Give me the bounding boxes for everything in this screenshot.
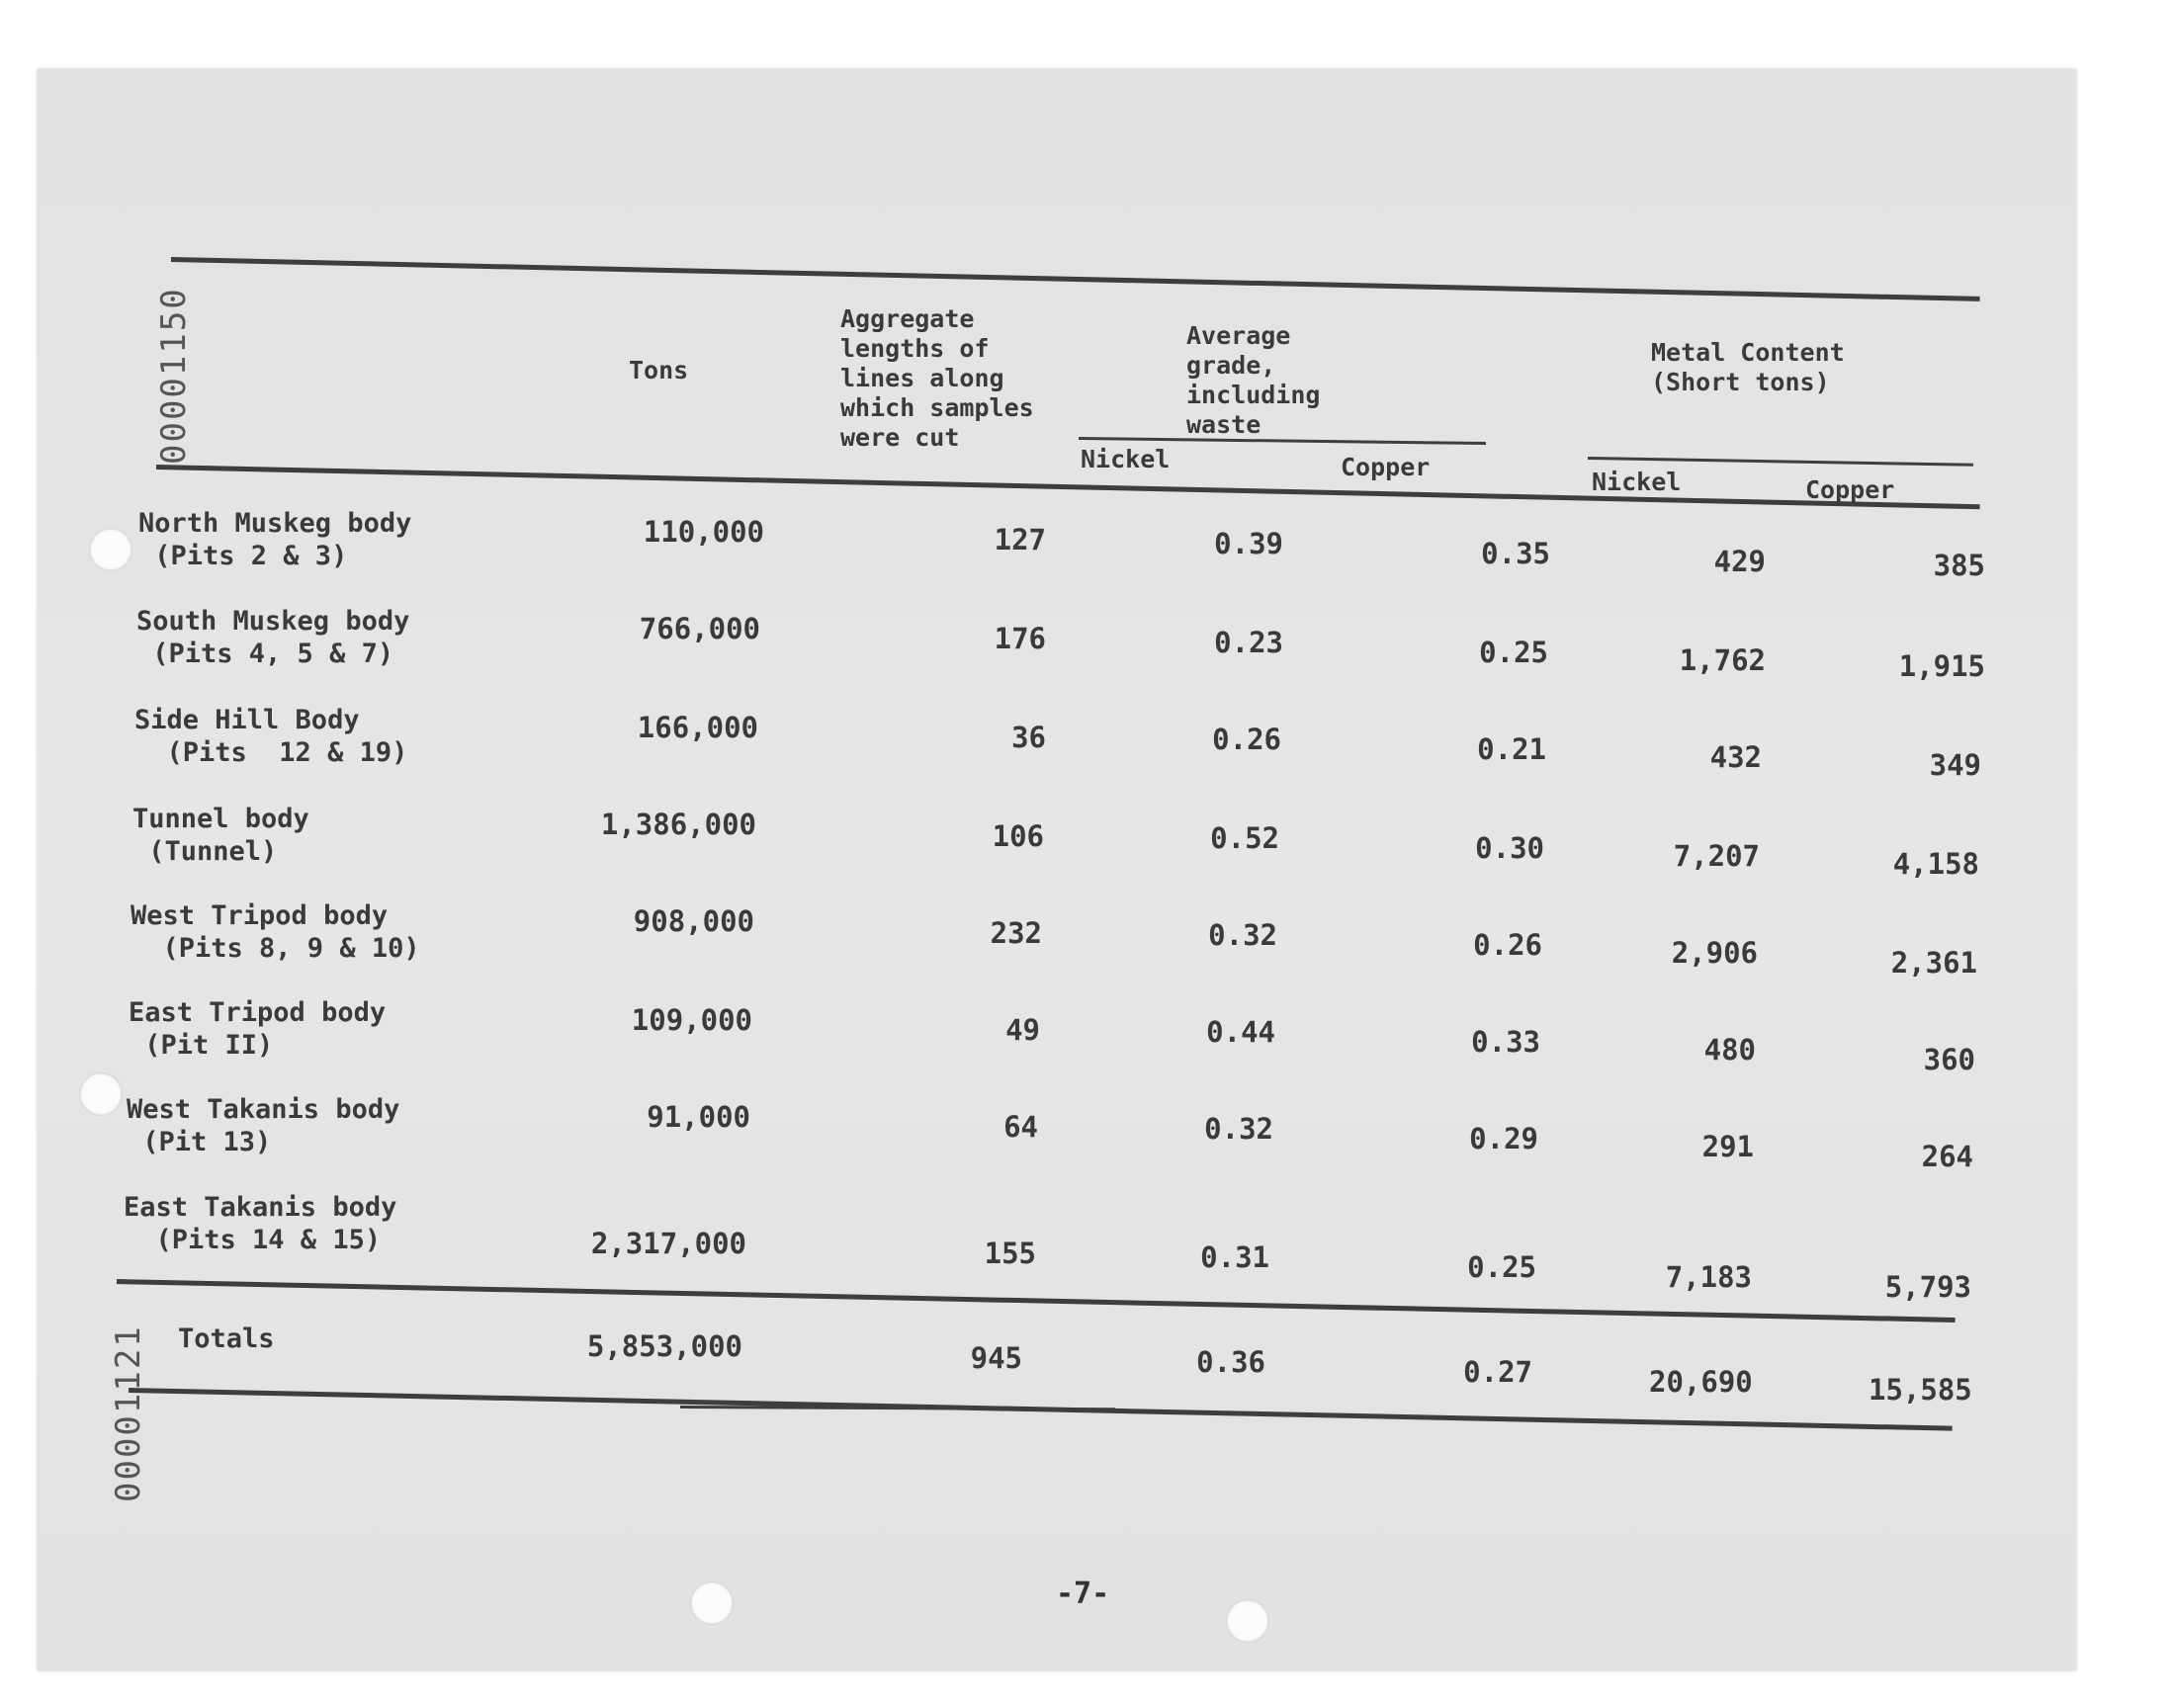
header-aggregate-lengths: Aggregate lengths of lines along which samples were cut [840, 304, 1034, 452]
header-tons: Tons [629, 356, 689, 384]
lengths-cell: 64 [1003, 1110, 1038, 1144]
tons-cell: 91,000 [647, 1100, 750, 1134]
punch-hole [690, 1581, 734, 1625]
row-label: East Tripod body (Pit II) [129, 997, 387, 1061]
copper-content-cell: 264 [1921, 1140, 1973, 1173]
lengths-cell: 36 [1011, 721, 1046, 754]
totals-lengths: 945 [970, 1341, 1022, 1375]
copper-content-cell: 4,158 [1892, 847, 1979, 881]
lengths-cell: 232 [990, 916, 1042, 950]
nickel-grade-cell: 0.26 [1212, 723, 1281, 756]
nickel-grade-cell: 0.39 [1214, 527, 1283, 560]
tons-cell: 109,000 [631, 1003, 752, 1037]
copper-grade-cell: 0.25 [1479, 636, 1548, 669]
content-underline [1588, 457, 1973, 467]
tons-cell: 110,000 [643, 515, 764, 549]
row-label: South Muskeg body (Pits 4, 5 & 7) [136, 606, 410, 669]
nickel-grade-cell: 0.32 [1204, 1112, 1273, 1146]
copper-grade-cell: 0.30 [1475, 831, 1544, 865]
header-metal-content: Metal Content (Short tons) [1651, 338, 1845, 396]
nickel-content-cell: 429 [1713, 545, 1766, 578]
totals-copper-grade: 0.27 [1463, 1355, 1532, 1389]
nickel-grade-cell: 0.31 [1200, 1240, 1269, 1274]
copper-content-cell: 360 [1923, 1043, 1975, 1076]
copper-content-cell: 385 [1933, 549, 1985, 582]
row-label: Side Hill Body (Pits 12 & 19) [134, 705, 408, 768]
grade-underline [1079, 437, 1486, 445]
nickel-content-cell: 480 [1703, 1033, 1756, 1067]
copper-content-cell: 2,361 [1890, 946, 1977, 980]
punch-hole [1226, 1599, 1269, 1643]
totals-label: Totals [178, 1324, 275, 1354]
tons-cell: 2,317,000 [590, 1227, 746, 1260]
nickel-grade-cell: 0.44 [1206, 1015, 1275, 1049]
archive-stamp-top: 00001150 [154, 287, 194, 465]
totals-nickel-grade: 0.36 [1196, 1345, 1265, 1379]
nickel-content-cell: 432 [1709, 740, 1762, 774]
punch-hole [89, 528, 132, 571]
document-page [38, 69, 2076, 1670]
lengths-cell: 49 [1005, 1013, 1040, 1047]
copper-grade-cell: 0.21 [1477, 732, 1546, 766]
nickel-grade-cell: 0.23 [1214, 626, 1283, 659]
nickel-grade-cell: 0.32 [1208, 918, 1277, 952]
archive-stamp-bottom: 00001121 [109, 1324, 148, 1502]
header-grade-nickel: Nickel [1081, 445, 1171, 473]
row-label: West Tripod body (Pits 8, 9 & 10) [130, 900, 420, 964]
lengths-cell: 176 [994, 622, 1046, 655]
tons-cell: 166,000 [637, 711, 758, 744]
row-label: Tunnel body (Tunnel) [132, 804, 309, 867]
header-content-copper: Copper [1805, 475, 1895, 504]
header-rule [156, 465, 1980, 509]
lengths-cell: 106 [992, 819, 1044, 853]
totals-copper-content: 15,585 [1869, 1373, 1972, 1407]
row-label: East Takanis body (Pits 14 & 15) [124, 1192, 397, 1255]
tons-cell: 908,000 [633, 904, 754, 938]
header-grade-copper: Copper [1341, 453, 1431, 481]
row-label: North Muskeg body (Pits 2 & 3) [138, 508, 412, 571]
copper-content-cell: 1,915 [1898, 649, 1985, 683]
nickel-content-cell: 7,207 [1673, 839, 1760, 873]
top-rule [171, 257, 1980, 301]
tons-cell: 1,386,000 [600, 808, 756, 841]
punch-hole [79, 1072, 123, 1116]
copper-content-cell: 5,793 [1884, 1270, 1971, 1304]
totals-tons: 5,853,000 [586, 1329, 742, 1363]
nickel-grade-cell: 0.52 [1210, 821, 1279, 855]
nickel-content-cell: 2,906 [1671, 936, 1758, 970]
lengths-cell: 155 [984, 1237, 1036, 1270]
lengths-cell: 127 [994, 523, 1046, 556]
copper-grade-cell: 0.33 [1471, 1025, 1540, 1059]
nickel-content-cell: 1,762 [1679, 643, 1766, 677]
tons-cell: 766,000 [639, 612, 760, 645]
page-number: -7- [1056, 1577, 1110, 1611]
row-label: West Takanis body (Pit 13) [127, 1094, 400, 1157]
copper-grade-cell: 0.26 [1473, 928, 1542, 962]
copper-grade-cell: 0.25 [1467, 1250, 1536, 1284]
header-content-nickel: Nickel [1592, 468, 1682, 496]
copper-content-cell: 349 [1929, 748, 1981, 782]
copper-grade-cell: 0.35 [1481, 537, 1550, 570]
totals-nickel-content: 20,690 [1649, 1365, 1753, 1399]
header-average-grade: Average grade, including waste [1186, 321, 1321, 439]
nickel-content-cell: 291 [1701, 1130, 1754, 1163]
nickel-content-cell: 7,183 [1665, 1260, 1752, 1294]
copper-grade-cell: 0.29 [1469, 1122, 1538, 1155]
